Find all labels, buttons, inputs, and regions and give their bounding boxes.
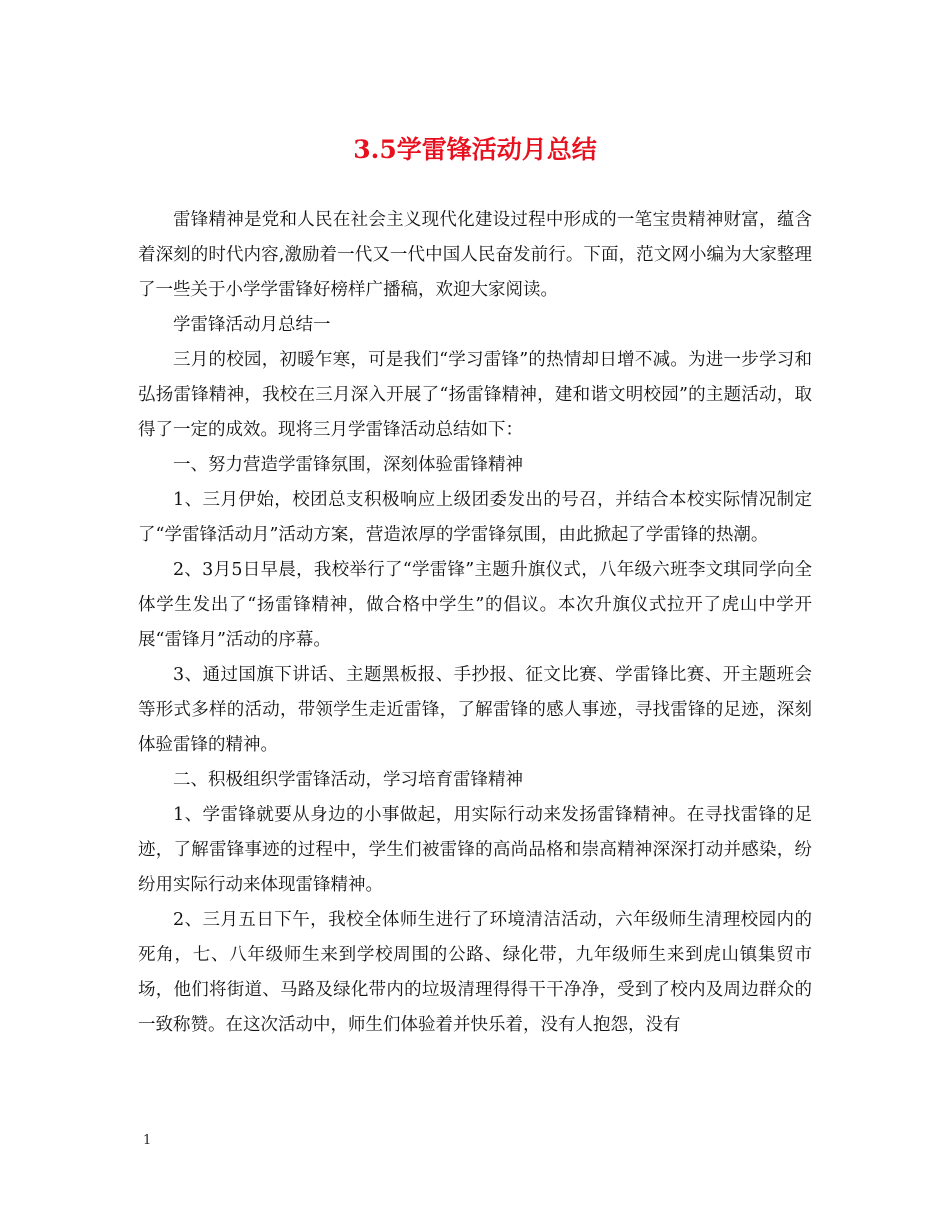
subsection-heading: 一、努力营造学雷锋氛围，深刻体验雷锋精神 [173, 455, 523, 475]
paragraph: 1、学雷锋就要从身边的小事做起，用实际行动来发扬雷锋精神。在寻找雷锋的足迹，了解雷锋事迹的过程中，学生们被雷锋的高尚品格和崇高精神深深打动并感染，纷纷用实际行动来体现雷锋精神。 [138, 805, 812, 895]
paragraph: 2、3月5日早晨，我校举行了“学雷锋”主题升旗仪式，八年级六班李文琪同学向全体学生发出了“扬雷锋精神，做合格中学生”的倡议。本次升旗仪式拉开了虎山中学开展“雷锋月”活动的序幕。 [138, 560, 812, 650]
subsection-heading: 二、积极组织学雷锋活动，学习培育雷锋精神 [173, 770, 523, 790]
paragraph: 三月的校园，初暖乍寒，可是我们“学习雷锋”的热情却日增不减。为进一步学习和弘扬雷锋精神，我校在三月深入开展了“扬雷锋精神，建和谐文明校园”的主题活动，取得了一定的成效。现将三月学雷锋活动总结如下： [138, 350, 812, 440]
paragraph-intro: 雷锋精神是党和人民在社会主义现代化建设过程中形成的一笔宝贵精神财富，蕴含着深刻的时代内容,激励着一代又一代中国人民奋发前行。下面，范文网小编为大家整理了一些关于小学学雷锋好榜样广播稿，欢迎大家阅读。 [138, 210, 812, 300]
paragraph: 2、三月五日下午，我校全体师生进行了环境清洁活动，六年级师生清理校园内的死角，七、八年级师生来到学校周围的公路、绿化带，九年级师生来到虎山镇集贸市场，他们将街道、马路及绿化带内的垃圾清理得得干干净净，受到了校内及周边群众的一致称赞。在这次活动中，师生们体验着并快乐着，没有人抱怨，没有 [138, 910, 812, 1035]
paragraph: 1、三月伊始，校团总支积极响应上级团委发出的号召，并结合本校实际情况制定了“学雷锋活动月”活动方案，营造浓厚的学雷锋氛围，由此掀起了学雷锋的热潮。 [138, 490, 812, 545]
document-title: 3.5学雷锋活动月总结 [353, 135, 597, 164]
paragraph: 3、通过国旗下讲话、主题黑板报、手抄报、征文比赛、学雷锋比赛、开主题班会等形式多样的活动，带领学生走近雷锋，了解雷锋的感人事迹，寻找雷锋的足迹，深刻体验雷锋的精神。 [138, 665, 812, 755]
section-heading: 学雷锋活动月总结一 [173, 315, 331, 335]
page-number: 1 [143, 1133, 152, 1148]
document-body [138, 203, 812, 1043]
